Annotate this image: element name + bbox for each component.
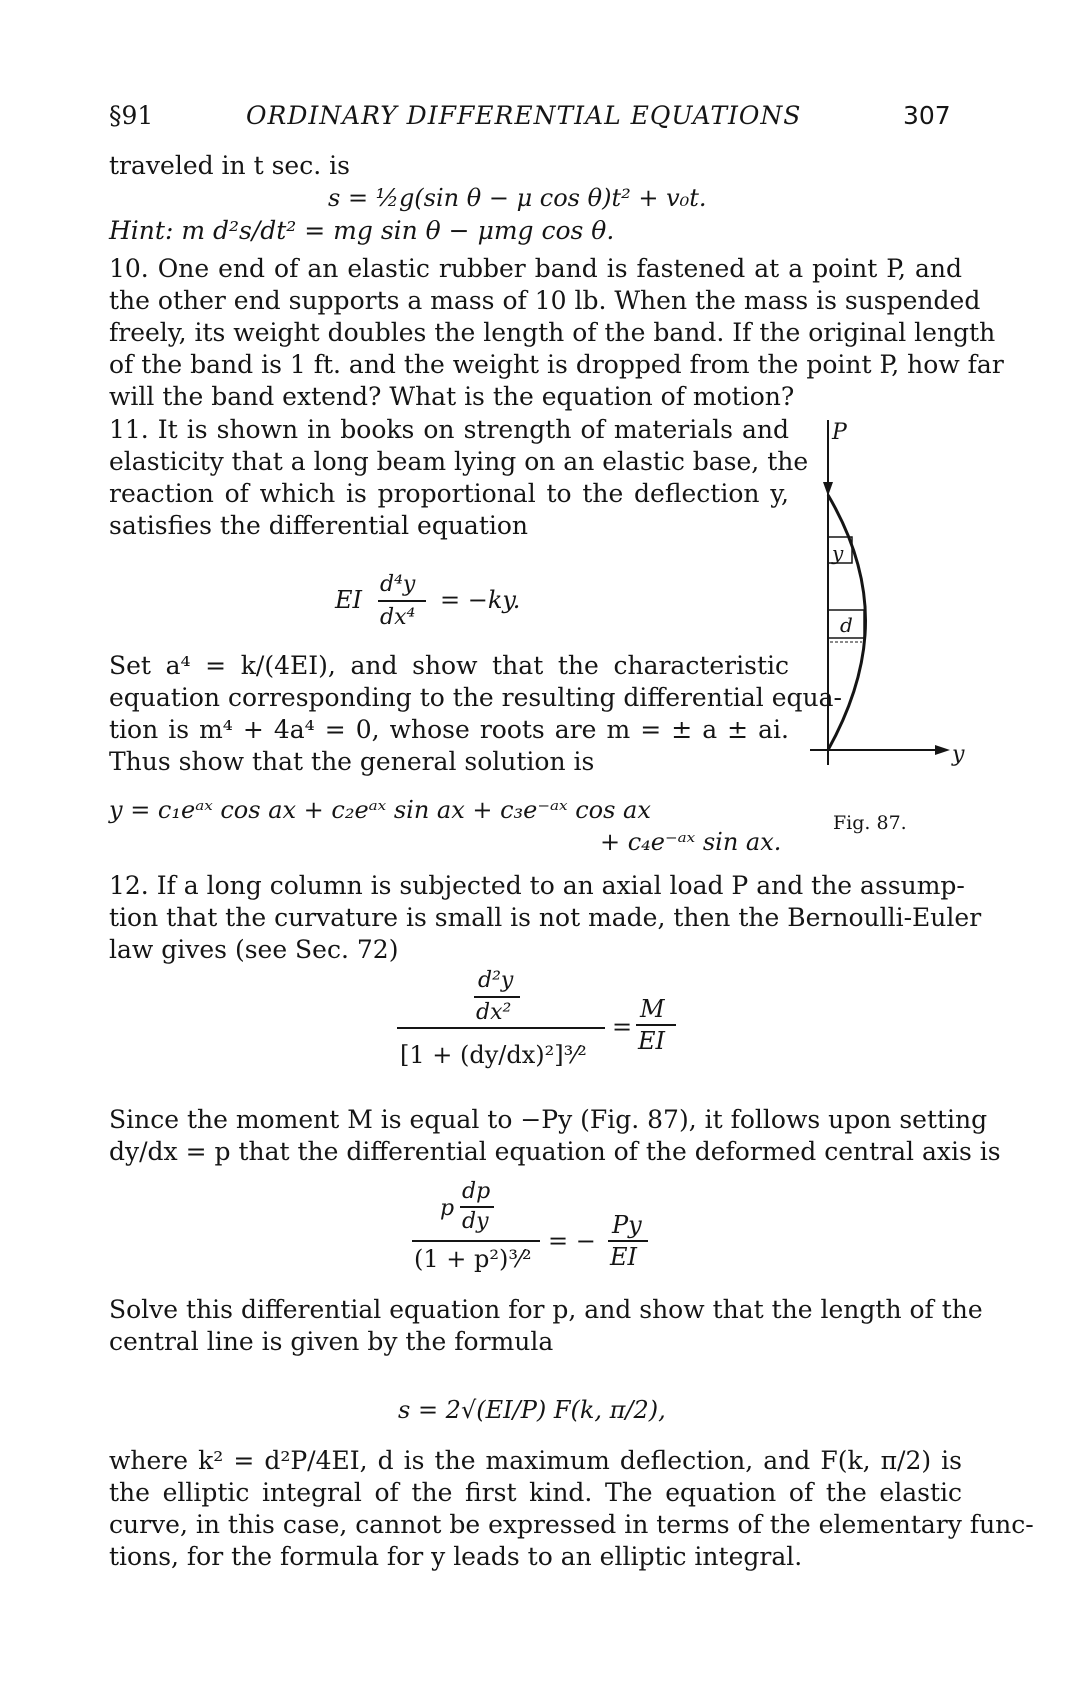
problem-12-line: curve, in this case, cannot be expressed in terms of the elementary func- bbox=[109, 1510, 1034, 1539]
p-eq-dp: dp bbox=[462, 1179, 491, 1204]
problem-12-line: tions, for the formula for y leads to an elliptic integral. bbox=[109, 1542, 803, 1571]
figure-label-y: y bbox=[832, 541, 844, 565]
problem-12-line: where k² = d²P/4EI, d is the maximum deflection, and F(k, π/2) is bbox=[109, 1446, 962, 1475]
equation-beam-lhs: EI bbox=[335, 586, 362, 614]
equation-beam-numerator: d⁴y bbox=[380, 572, 416, 597]
problem-12-line: central line is given by the formula bbox=[109, 1327, 554, 1356]
page-number: 307 bbox=[903, 101, 951, 130]
p-eq-rhs-numerator: Py bbox=[612, 1211, 642, 1239]
p-eq-equals: = − bbox=[548, 1227, 596, 1255]
problem-11-line: tion is m⁴ + 4a⁴ = 0, whose roots are m = ± a ± ai. bbox=[109, 715, 789, 744]
problem-12-line: Solve this differential equation for p, and show that the length of the bbox=[109, 1295, 983, 1324]
be-rhs-denominator: EI bbox=[638, 1027, 665, 1055]
problem-12-line: the elliptic integral of the first kind. The equation of the elastic bbox=[109, 1478, 962, 1507]
problem-11-line: elasticity that a long beam lying on an elastic base, the bbox=[109, 447, 809, 476]
figure-label-d: d bbox=[840, 613, 853, 637]
p-eq-rhs-denominator: EI bbox=[610, 1243, 637, 1271]
problem-12-line: Since the moment M is equal to −Py (Fig. 87), it follows upon setting bbox=[109, 1105, 988, 1134]
problem-11-line: satisfies the differential equation bbox=[109, 511, 529, 540]
problem-12-line: tion that the curvature is small is not made, then the Bernoulli-Euler bbox=[109, 903, 982, 932]
equation-beam-rhs: = −ky. bbox=[440, 586, 521, 614]
problem-11-line: equation corresponding to the resulting differential equa- bbox=[109, 683, 842, 712]
figure-label-y-axis: y bbox=[952, 742, 965, 767]
be-numerator-top: d²y bbox=[478, 968, 514, 993]
p-eq-dy: dy bbox=[462, 1209, 489, 1234]
problem-10-line: freely, its weight doubles the length of the band. If the original length bbox=[109, 318, 996, 347]
y-axis-arrow-head bbox=[935, 745, 950, 755]
problem-10-line: of the band is 1 ft. and the weight is dropped from the point P, how far bbox=[109, 350, 1004, 379]
p-eq-p: p bbox=[440, 1196, 455, 1221]
be-denominator: [1 + (dy/dx)²]³⁄² bbox=[400, 1041, 587, 1069]
problem-11-line: reaction of which is proportional to the deflection y, bbox=[109, 479, 789, 508]
problem-10-line: 10. One end of an elastic rubber band is fastened at a point P, and bbox=[109, 254, 962, 283]
problem-10-line: will the band extend? What is the equation of motion? bbox=[109, 382, 795, 411]
problem-12-line: law gives (see Sec. 72) bbox=[109, 935, 399, 964]
problem-12-line: 12. If a long column is subjected to an axial load P and the assump- bbox=[109, 871, 965, 900]
fraction-bar bbox=[397, 1027, 605, 1029]
equation-general-solution-cont: + c₄e⁻ᵃˣ sin ax. bbox=[600, 828, 782, 856]
p-eq-denominator: (1 + p²)³⁄² bbox=[414, 1245, 532, 1273]
figure-caption: Fig. 87. bbox=[833, 812, 907, 834]
fraction-bar bbox=[378, 600, 426, 602]
section-number: §91 bbox=[109, 101, 154, 130]
figure-label-P: P bbox=[832, 420, 847, 445]
problem-11-line: Thus show that the general solution is bbox=[109, 747, 595, 776]
be-equals: = bbox=[612, 1013, 633, 1041]
text-line: traveled in t sec. is bbox=[109, 151, 350, 180]
equation-beam-denominator: dx⁴ bbox=[380, 605, 416, 630]
load-arrow-head bbox=[823, 482, 833, 496]
running-title: ORDINARY DIFFERENTIAL EQUATIONS bbox=[246, 101, 802, 130]
equation-central-line-length: s = 2√(EI/P) F(k, π/2), bbox=[398, 1396, 666, 1424]
problem-11-line: Set a⁴ = k/(4EI), and show that the characteristic bbox=[109, 651, 789, 680]
be-rhs-numerator: M bbox=[640, 995, 665, 1023]
problem-10-line: the other end supports a mass of 10 lb. When the mass is suspended bbox=[109, 286, 981, 315]
hint-line: Hint: m d²s/dt² = mg sin θ − μmg cos θ. bbox=[109, 216, 615, 245]
fraction-bar bbox=[412, 1240, 540, 1242]
equation-distance: s = ½g(sin θ − μ cos θ)t² + v₀t. bbox=[328, 184, 707, 212]
problem-11-line: 11. It is shown in books on strength of materials and bbox=[109, 415, 789, 444]
equation-general-solution: y = c₁eᵃˣ cos ax + c₂eᵃˣ sin ax + c₃e⁻ᵃˣ cos ax bbox=[109, 796, 651, 824]
be-numerator-bottom: dx² bbox=[476, 1000, 512, 1025]
figure-87 bbox=[800, 420, 970, 830]
problem-12-line: dy/dx = p that the differential equation of the deformed central axis is bbox=[109, 1137, 1001, 1166]
